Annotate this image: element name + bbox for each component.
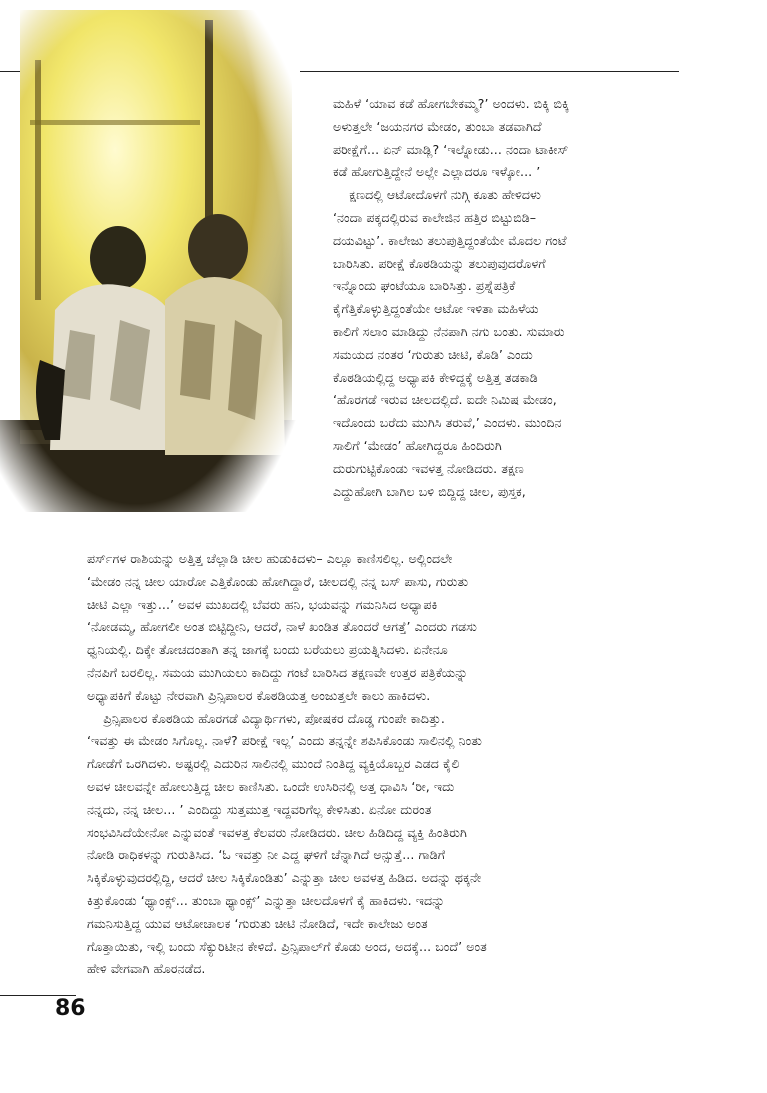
text-line: ಗೋಡೆಗೆ ಒರಗಿದಳು. ಅಷ್ಟರಲ್ಲಿ ಎದುರಿನ ಸಾಲಿನಲ್ಲಿ ಮುಂದೆ ನಿಂತಿದ್ದ ವ್ಯಕ್ತಿಯೊಬ್ಬರ ಎಡದ ಕೈಲಿ — [87, 756, 460, 772]
story-column-top — [333, 93, 678, 503]
text-line: ಕಾಲಿಗೆ ಸಲಾಂ ಮಾಡಿದ್ದು ನೆನಪಾಗಿ ನಗು ಬಂತು. ಸುಮಾರು — [333, 323, 565, 339]
text-line: ಅವಳ ಚೀಲವನ್ನೇ ಹೋಲುತ್ತಿದ್ದ ಚೀಲ ಕಾಣಿಸಿತು. ಒಂದೇ ಉಸಿರಿನಲ್ಲಿ ಅತ್ತ ಧಾವಿಸಿ ‘ರೀ, ಇದು — [87, 778, 455, 794]
text-line: ದುರುಗುಟ್ಟಿಕೊಂಡು ಇವಳತ್ತ ನೋಡಿದರು. ತಕ್ಷಣ — [333, 460, 524, 476]
text-line: ಪರ್ಸ್‌ಗಳ ರಾಶಿಯನ್ನು ಅತ್ತಿತ್ತ ಚೆಲ್ಲಾಡಿ ಚೀಲ ಹುಡುಕಿದಳು– ಎಲ್ಲೂ ಕಾಣಿಸಲಿಲ್ಲ. ಅಲ್ಲಿಂದಲೇ — [87, 551, 453, 566]
text-line: ಕ್ಷಣದಲ್ಲಿ ಆಟೋದೊಳಗೆ ನುಗ್ಗಿ ಕೂತು ಹೇಳಿದಳು — [333, 187, 541, 203]
text-line: ‘ಹೊರಗಡೆ ಇರುವ ಚೀಲದಲ್ಲಿದೆ. ಐದೇ ನಿಮಿಷ ಮೇಡಂ, — [333, 392, 557, 408]
story-column-bottom — [87, 548, 678, 981]
text-line: ಸಾಲಿಗೆ ‘ಮೇಡಂ’ ಹೋಗಿದ್ದರೂ ಹಿಂದಿರುಗಿ — [333, 437, 502, 453]
text-line: ಕೊಠಡಿಯಲ್ಲಿದ್ದ ಅಧ್ಯಾಪಕಿ ಕೇಳಿದ್ದಕ್ಕೆ ಅತ್ತಿತ್ತ ತಡಕಾಡಿ — [333, 369, 538, 385]
text-line: ಕೈಗೆತ್ತಿಕೊಳ್ಳುತ್ತಿದ್ದಂತೆಯೇ ಆಟೋ ಇಳಿತಾ ಮಹಿಳೆಯ — [333, 301, 539, 317]
text-line: ಮಹಿಳೆ ‘ಯಾವ ಕಡೆ ಹೋಗಬೇಕಮ್ಮ?’ ಅಂದಳು. ಬಿಕ್ಕಿ ಬಿಕ್ಕಿ — [333, 96, 570, 111]
text-line: ಪರೀಕ್ಷೆಗೆ... ಏನ್ ಮಾಡ್ಲಿ? ‘ಇಲ್ನೋಡು... ನಂದಾ ಟಾಕೀಸ್ — [333, 141, 569, 157]
text-line: ಕಿತ್ತುಕೊಂಡು ‘ಥ್ಯಾಂಕ್ಸ್... ತುಂಬಾ ಥ್ಯಾಂಕ್ಸ್’ ಎನ್ನುತ್ತಾ ಚೀಲದೊಳಗೆ ಕೈ ಹಾಕಿದಳು. ಇದನ್ನು — [87, 892, 445, 908]
text-line: ನನ್ನದು, ನನ್ನ ಚೀಲ... ’ ಎಂದಿದ್ದು ಸುತ್ತಮುತ್ತ ಇದ್ದವರಿಗೆಲ್ಲ ಕೇಳಿಸಿತು. ಏನೋ ದುರಂತ — [87, 801, 432, 817]
text-line: ಗಮನಿಸುತ್ತಿದ್ದ ಯುವ ಆಟೋಚಾಲಕ ‘ಗುರುತು ಚೀಟಿ ನೋಡಿದೆ, ಇದೇ ಕಾಲೇಜು ಅಂತ — [87, 915, 428, 931]
header-rule-left — [0, 71, 20, 72]
text-line: ಸಿಕ್ಕಿಕೊಳ್ಳುವುದರಲ್ಲಿದ್ದಿ, ಆದರೆ ಚೀಲ ಸಿಕ್ಕಿಕೊಂಡಿತು’ ಎನ್ನುತ್ತಾ ಚೀಲ ಅವಳತ್ತ ಹಿಡಿದ. ಅದನ್ನು ಥಕ್ಕನೇ — [87, 870, 482, 886]
text-line: ಗೊತ್ತಾಯಿತು, ಇಲ್ಲಿ ಬಂದು ಸೆಕ್ಯುರಿಟೀನ ಕೇಳಿದೆ. ಪ್ರಿನ್ಸಿಪಾಲ್‌ಗೆ ಕೊಡು ಅಂದ, ಅದಕ್ಕೆ... ಬಂದೆ’ ಅಂತ — [87, 938, 487, 954]
text-line: ಹೇಳಿ ವೇಗವಾಗಿ ಹೊರನಡೆದ. — [87, 961, 206, 977]
text-line: ನೋಡಿ ರಾಧಿಕಳನ್ನು ಗುರುತಿಸಿದ. ‘ಓ ಇವತ್ತು ನೀ ಎದ್ದ ಘಳಿಗೆ ಚೆನ್ನಾಗಿದೆ ಅನ್ಸುತ್ತೆ... ಗಾಡಿಗೆ — [87, 847, 446, 863]
text-line: ಚೀಟಿ ಎಲ್ಲಾ ಇತ್ತು...’ ಅವಳ ಮುಖದಲ್ಲಿ ಬೆವರು ಹನಿ, ಭಯವನ್ನು ಗಮನಿಸಿದ ಅಧ್ಯಾಪಕಿ — [87, 596, 438, 612]
text-line: ನೆನಪಿಗೆ ಬರಲಿಲ್ಲ. ಸಮಯ ಮುಗಿಯಲು ಕಾದಿದ್ದು ಗಂಟೆ ಬಾರಿಸಿದ ತಕ್ಷಣವೇ ಉತ್ತರ ಪತ್ರಿಕೆಯನ್ನು — [87, 664, 468, 680]
page-number: 86 — [55, 996, 86, 1021]
text-line: ಸಂಭವಿಸಿದೆಯೇನೋ ಎನ್ನುವಂತೆ ಇವಳತ್ತ ಕೆಲವರು ನೋಡಿದರು. ಚೀಲ ಹಿಡಿದಿದ್ದ ವ್ಯಕ್ತಿ ಹಿಂತಿರುಗಿ — [87, 824, 467, 840]
text-line: ‘ಮೇಡಂ ನನ್ನ ಚೀಲ ಯಾರೋ ಎತ್ತಿಕೊಂಡು ಹೋಗಿದ್ದಾರೆ, ಚೀಲದಲ್ಲಿ ನನ್ನ ಬಸ್ ಪಾಸು, ಗುರುತು — [87, 573, 469, 589]
text-line: ‘ನೋಡಮ್ಮ, ಹೋಗಲೀ ಅಂತ ಬಿಟ್ಟಿದ್ದೀನಿ, ಆದರೆ, ನಾಳೆ ಖಂಡಿತ ತೊಂದರೆ ಆಗತ್ತೆ’ ಎಂದರು ಗಡಸು — [87, 619, 477, 635]
story-illustration — [0, 0, 302, 512]
text-line: ಅಳುತ್ತಲೇ ‘ಜಯನಗರ ಮೇಡಂ, ತುಂಬಾ ತಡವಾಗಿದೆ — [333, 118, 542, 134]
text-line: ದಯವಿಟ್ಟು’. ಕಾಲೇಜು ತಲುಪುತ್ತಿದ್ದಂತೆಯೇ ಮೊದಲ ಗಂಟೆ — [333, 232, 567, 248]
text-line: ಸಮಯದ ನಂತರ ‘ಗುರುತು ಚೀಟಿ, ಕೊಡಿ’ ಎಂದು — [333, 346, 533, 362]
text-line: ಅಧ್ಯಾಪಕಿಗೆ ಕೊಟ್ಟು ನೇರವಾಗಿ ಪ್ರಿನ್ಸಿಪಾಲರ ಕೊಠಡಿಯತ್ತ ಅಂಜುತ್ತಲೇ ಕಾಲು ಹಾಕಿದಳು. — [87, 687, 431, 703]
text-line: ಇನ್ನೊಂದು ಘಂಟೆಯೂ ಬಾರಿಸಿತ್ತು. ಪ್ರಶ್ನೆಪತ್ರಿಕೆ — [333, 278, 516, 294]
text-line: ಕಡೆ ಹೋಗುತ್ತಿದ್ದೇನೆ ಅಲ್ಲೇ ಎಲ್ಲಾದರೂ ಇಳ್ಕೋ... ’ — [333, 164, 541, 180]
header-rule — [300, 71, 679, 72]
text-line: ಎದ್ದುಹೋಗಿ ಬಾಗಿಲ ಬಳಿ ಬಿದ್ದಿದ್ದ ಚೀಲ, ಪುಸ್ತಕ, — [333, 483, 526, 499]
text-line: ಪ್ರಿನ್ಸಿಪಾಲರ ಕೊಠಡಿಯ ಹೊರಗಡೆ ವಿದ್ಯಾರ್ಥಿಗಳು, ಪೋಷಕರ ದೊಡ್ಡ ಗುಂಪೇ ಕಾದಿತ್ತು. — [87, 710, 445, 726]
text-line: ‘ನಂದಾ ಪಕ್ಕದಲ್ಲಿರುವ ಕಾಲೇಜಿನ ಹತ್ತಿರ ಬಿಟ್ಟುಬಿಡಿ– — [333, 209, 537, 225]
text-line: ಬಾರಿಸಿತು. ಪರೀಕ್ಷೆ ಕೊಠಡಿಯನ್ನು ತಲುಪುವುದರೊಳಗೆ — [333, 255, 546, 271]
text-line: ಧ್ವನಿಯಲ್ಲಿ. ದಿಕ್ಕೇ ತೋಚದಂತಾಗಿ ತನ್ನ ಜಾಗಕ್ಕೆ ಬಂದು ಬರೆಯಲು ಪ್ರಯತ್ನಿಸಿದಳು. ಏನೇನೂ — [87, 642, 448, 658]
text-line: ‘ಇವತ್ತು ಈ ಮೇಡಂ ಸಿಗೊಲ್ಲ. ನಾಳೆ? ಪರೀಕ್ಷೆ ಇಲ್ಲ’ ಎಂದು ತನ್ನನ್ನೇ ಶಪಿಸಿಕೊಂಡು ಸಾಲಿನಲ್ಲಿ ನಿಂತು — [87, 733, 482, 749]
text-line: ಇದೊಂದು ಬರೆದು ಮುಗಿಸಿ ತರುವೆ,’ ಎಂದಳು. ಮುಂದಿನ — [333, 415, 562, 431]
